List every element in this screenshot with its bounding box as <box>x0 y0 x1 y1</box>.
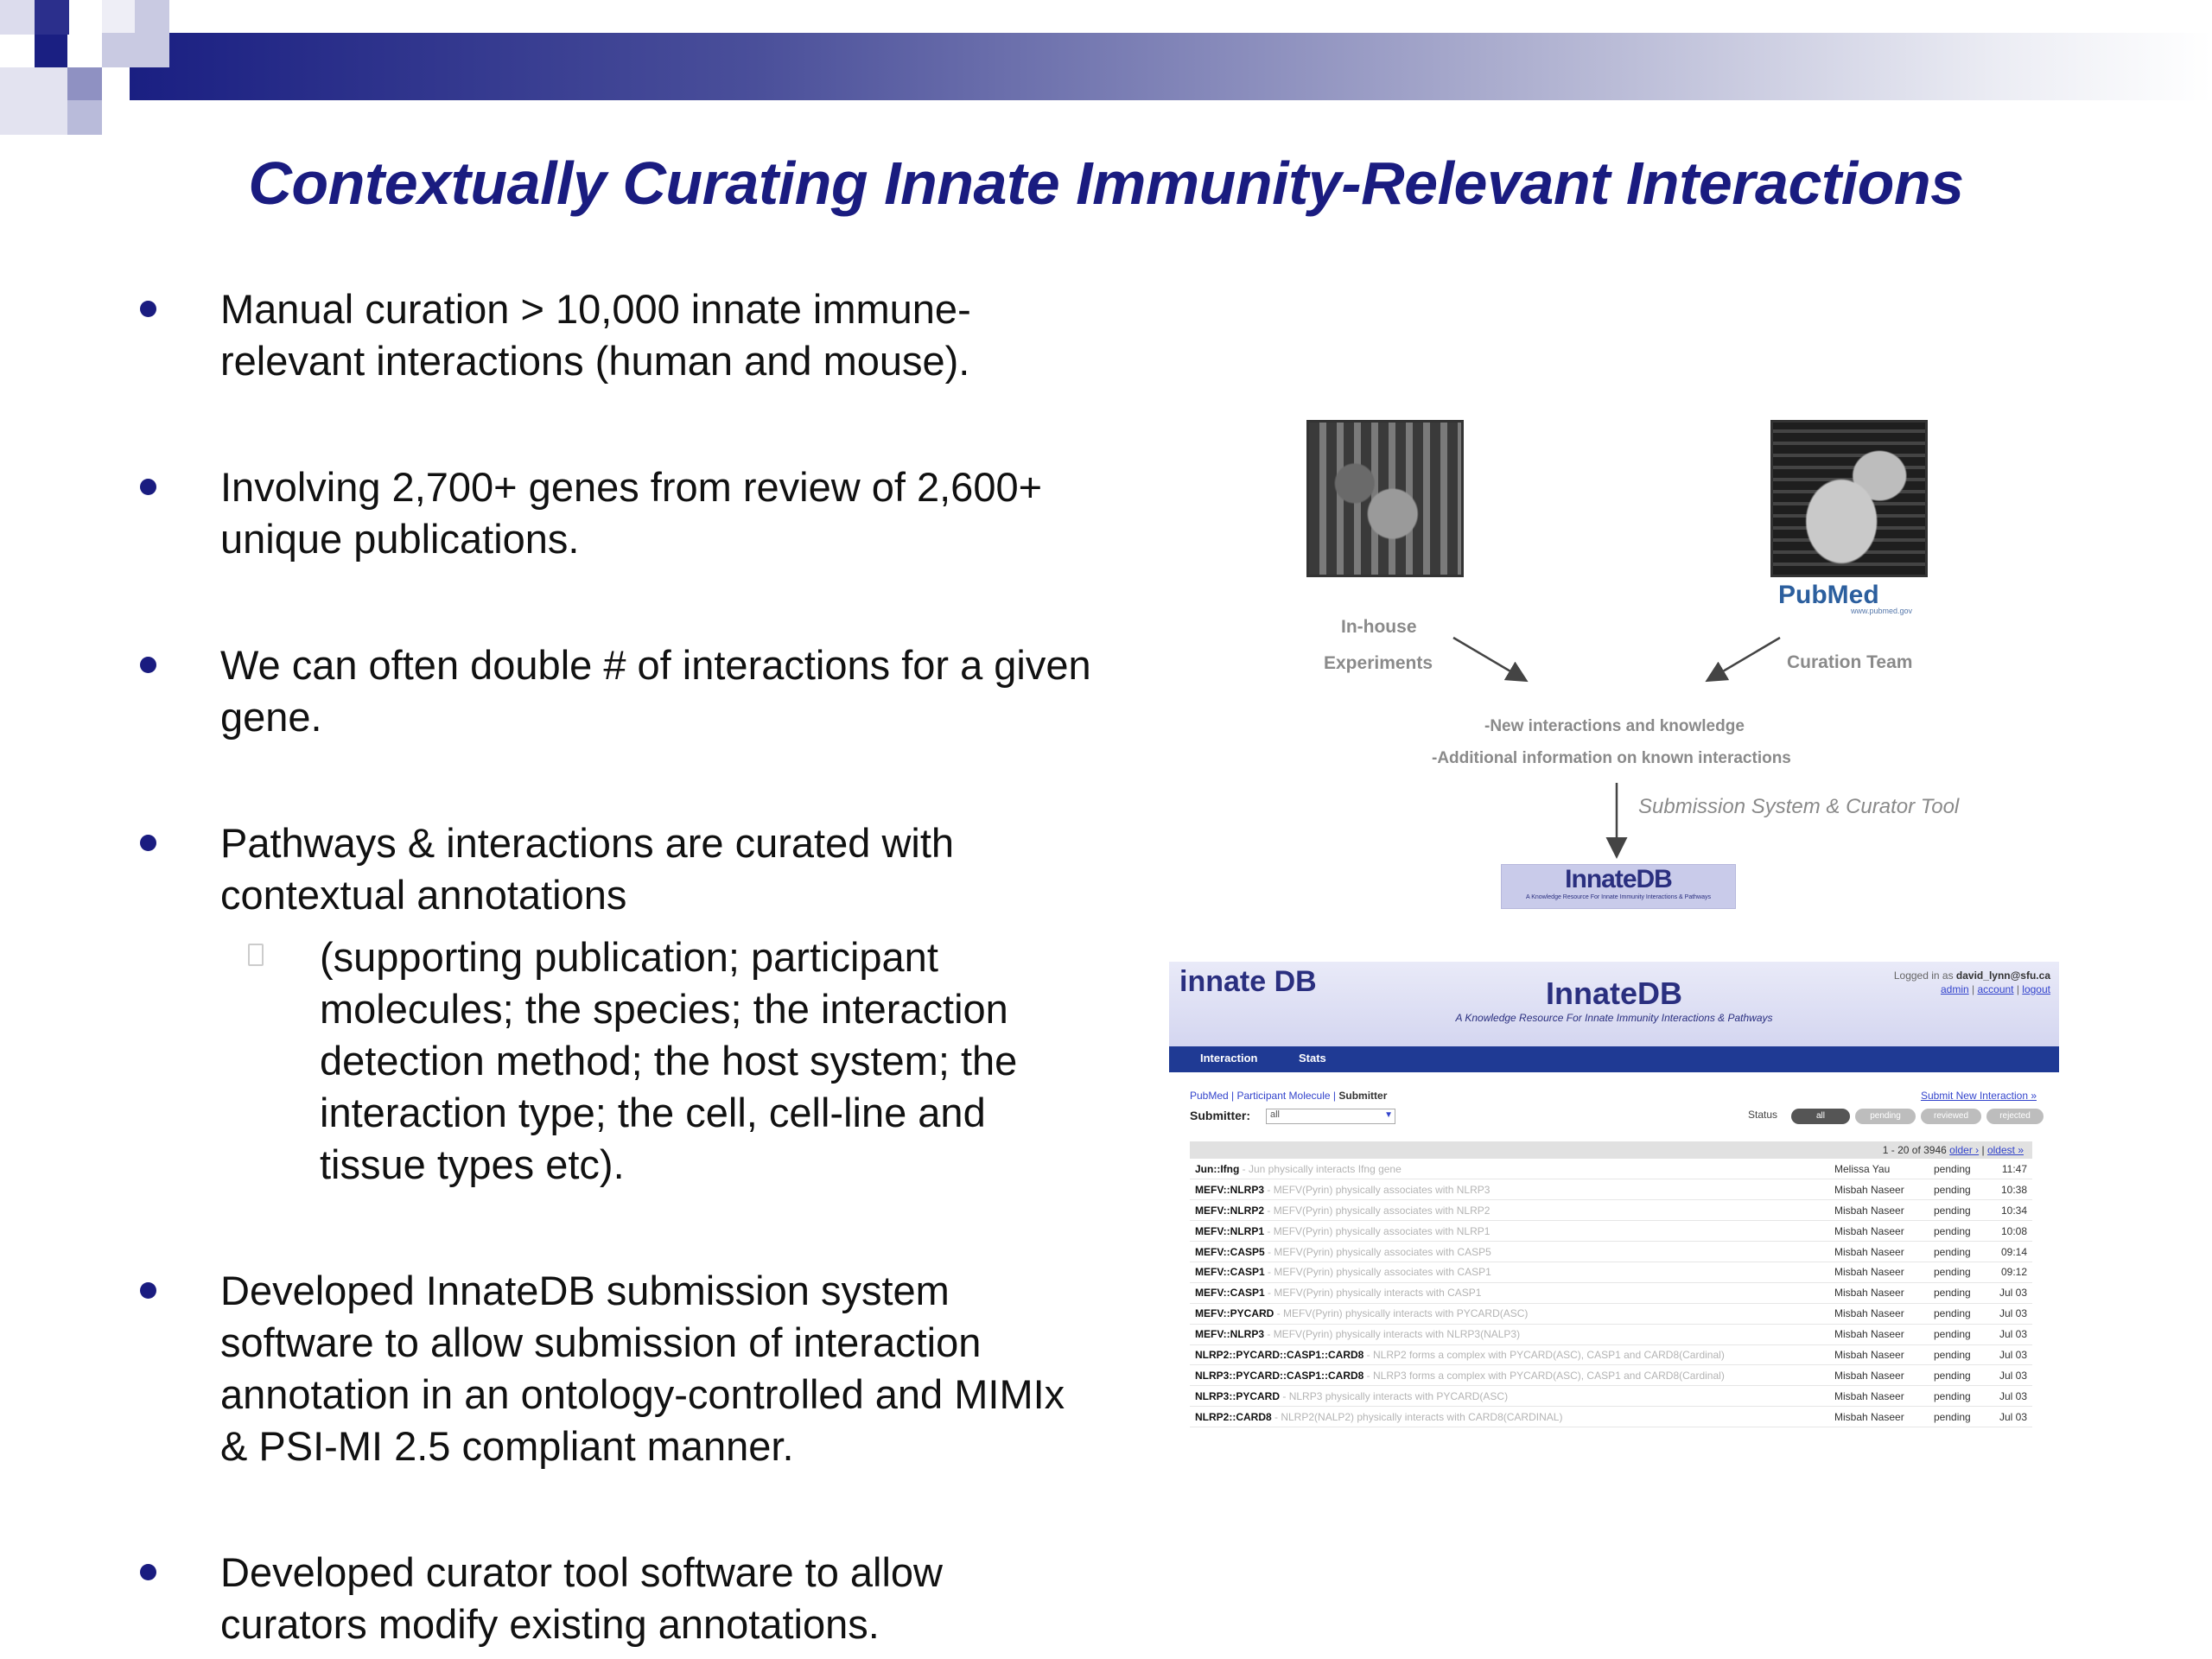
status-pill-rejected[interactable]: rejected <box>1986 1109 2044 1124</box>
status-cell: pending <box>1929 1303 1980 1324</box>
time-cell: 11:47 <box>1980 1159 2032 1179</box>
time-cell: Jul 03 <box>1980 1303 2032 1324</box>
interaction-cell[interactable]: NLRP3::PYCARD::CASP1::CARD8 - NLRP3 forms a complex with PYCARD(ASC), CASP1 and CARD8(Cardinal) <box>1190 1365 1829 1386</box>
interaction-key[interactable]: MEFV::CASP1 <box>1195 1287 1265 1300</box>
curation-team-label: Curation Team <box>1787 652 1913 672</box>
submitter-cell: Misbah Naseer <box>1829 1365 1929 1386</box>
sub-bullet: (supporting publication; participant molecules; the species; the interaction detection method; the host system; the interaction type; the cell, cell-line and tissue types etc). <box>220 931 1097 1191</box>
title-banner <box>130 33 2212 100</box>
interaction-key[interactable]: NLRP3::PYCARD::CASP1::CARD8 <box>1195 1369 1364 1382</box>
innatedb-logo: InnateDB <box>1565 865 1672 893</box>
interaction-key[interactable]: MEFV::PYCARD <box>1195 1307 1274 1320</box>
submission-table <box>1190 1159 2032 1427</box>
view-submitter-link[interactable]: Submitter <box>1338 1090 1388 1102</box>
submitter-cell: Melissa Yau <box>1829 1159 1929 1179</box>
experiments-label: Experiments <box>1324 653 1433 673</box>
account-link[interactable]: account <box>1977 983 2014 995</box>
table-row[interactable] <box>1190 1386 2032 1407</box>
keyboard-photo <box>1770 420 1928 577</box>
submitter-cell: Misbah Naseer <box>1829 1200 1929 1221</box>
interaction-cell[interactable]: NLRP2::PYCARD::CASP1::CARD8 - NLRP2 forms a complex with PYCARD(ASC), CASP1 and CARD8(Cardinal) <box>1190 1344 1829 1365</box>
table-row[interactable] <box>1190 1303 2032 1324</box>
interaction-cell[interactable]: Jun::Ifng - Jun physically interacts Ifng gene <box>1190 1159 1829 1179</box>
bullet-list <box>138 283 1097 1650</box>
time-cell: Jul 03 <box>1980 1386 2032 1407</box>
interaction-key[interactable]: Jun::Ifng <box>1195 1162 1240 1175</box>
site-logo: innate DB <box>1179 965 1317 998</box>
submitter-cell: Misbah Naseer <box>1829 1242 1929 1262</box>
submitter-cell: Misbah Naseer <box>1829 1344 1929 1365</box>
status-cell: pending <box>1929 1159 1980 1179</box>
bullet-item: Developed InnateDB submission system software to allow submission of interaction annotation in an ontology-controlled and MIMIx & PSI-MI 2.5 compliant manner. <box>138 1265 1097 1472</box>
lab-photo <box>1306 420 1464 577</box>
innatedb-logo-box <box>1501 864 1736 909</box>
slide-title: Contextually Curating Innate Immunity-Relevant Interactions <box>248 149 1964 217</box>
bullet-item: We can often double # of interactions for a given gene. <box>138 639 1097 743</box>
admin-link[interactable]: admin <box>1940 983 1969 995</box>
decor-square <box>67 67 102 100</box>
decor-square <box>35 0 69 35</box>
status-pill-reviewed[interactable]: reviewed <box>1921 1109 1981 1124</box>
interaction-key[interactable]: MEFV::NLRP3 <box>1195 1183 1265 1196</box>
status-cell: pending <box>1929 1386 1980 1407</box>
status-label: Status <box>1748 1109 1778 1121</box>
logout-link[interactable]: logout <box>2022 983 2050 995</box>
submitter-cell: Misbah Naseer <box>1829 1221 1929 1242</box>
table-row[interactable] <box>1190 1221 2032 1242</box>
status-cell: pending <box>1929 1407 1980 1427</box>
submitter-select[interactable]: all ▼ <box>1266 1109 1395 1124</box>
submitter-cell: Misbah Naseer <box>1829 1386 1929 1407</box>
interaction-description: Jun physically interacts Ifng gene <box>1249 1162 1402 1175</box>
submitter-cell: Misbah Naseer <box>1829 1407 1929 1427</box>
interaction-description: MEFV(Pyrin) physically interacts with PYCARD(ASC) <box>1283 1307 1529 1320</box>
time-cell: Jul 03 <box>1980 1324 2032 1344</box>
table-row[interactable] <box>1190 1159 2032 1179</box>
interaction-description: MEFV(Pyrin) physically associates with NLRP1 <box>1273 1224 1491 1237</box>
status-cell: pending <box>1929 1179 1980 1200</box>
interaction-description: MEFV(Pyrin) physically associates with CASP1 <box>1274 1266 1491 1279</box>
inhouse-label: In-house <box>1341 617 1417 637</box>
view-pubmed-link[interactable]: PubMed <box>1190 1090 1229 1102</box>
login-info: Logged in as david_lynn@sfu.ca admin | account | logout <box>1893 969 2050 995</box>
interaction-key[interactable]: NLRP2::CARD8 <box>1195 1410 1272 1423</box>
interaction-description: MEFV(Pyrin) physically interacts with CASP1 <box>1274 1287 1482 1300</box>
interaction-cell[interactable]: MEFV::NLRP3 - MEFV(Pyrin) physically interacts with NLRP3(NALP3) <box>1190 1324 1829 1344</box>
interaction-cell[interactable]: MEFV::NLRP3 - MEFV(Pyrin) physically associates with NLRP3 <box>1190 1179 1829 1200</box>
table-row[interactable] <box>1190 1365 2032 1386</box>
older-link[interactable]: older › <box>1949 1144 1980 1156</box>
site-nav <box>1169 1046 2059 1072</box>
arrow-left <box>1453 638 1521 677</box>
interaction-cell[interactable]: MEFV::CASP1 - MEFV(Pyrin) physically interacts with CASP1 <box>1190 1282 1829 1303</box>
status-cell: pending <box>1929 1365 1980 1386</box>
status-cell: pending <box>1929 1282 1980 1303</box>
submitter-cell: Misbah Naseer <box>1829 1179 1929 1200</box>
new-interactions-text: -New interactions and knowledge <box>1484 717 1745 735</box>
bullet-item: Developed curator tool software to allow curators modify existing annotations. <box>138 1547 1097 1650</box>
site-subtitle: A Knowledge Resource For Innate Immunity Interactions & Pathways <box>1455 1012 1773 1024</box>
interaction-cell[interactable]: MEFV::PYCARD - MEFV(Pyrin) physically interacts with PYCARD(ASC) <box>1190 1303 1829 1324</box>
oldest-link[interactable]: oldest » <box>1986 1144 2024 1156</box>
interaction-key[interactable]: MEFV::NLRP1 <box>1195 1224 1265 1237</box>
interaction-description: NLRP3 forms a complex with PYCARD(ASC), CASP1 and CARD8(Cardinal) <box>1373 1369 1725 1382</box>
status-cell: pending <box>1929 1221 1980 1242</box>
status-cell: pending <box>1929 1344 1980 1365</box>
interaction-key[interactable]: NLRP2::PYCARD::CASP1::CARD8 <box>1195 1348 1364 1361</box>
interaction-cell[interactable]: MEFV::CASP5 - MEFV(Pyrin) physically associates with CASP5 <box>1190 1242 1829 1262</box>
status-cell: pending <box>1929 1242 1980 1262</box>
table-row[interactable] <box>1190 1179 2032 1200</box>
pubmed-logo: PubMed <box>1778 581 1879 609</box>
pubmed-url: www.pubmed.gov <box>1851 607 1913 615</box>
time-cell: Jul 03 <box>1980 1282 2032 1303</box>
status-cell: pending <box>1929 1262 1980 1282</box>
bullet-item: Involving 2,700+ genes from review of 2,600+ unique publications. <box>138 461 1097 565</box>
interaction-description: MEFV(Pyrin) physically interacts with NLRP3(NALP3) <box>1273 1328 1521 1341</box>
submitter-cell: Misbah Naseer <box>1829 1324 1929 1344</box>
view-links: PubMed | Participant Molecule | Submitter <box>1190 1090 1388 1102</box>
time-cell: 10:34 <box>1980 1200 2032 1221</box>
time-cell: Jul 03 <box>1980 1407 2032 1427</box>
time-cell: Jul 03 <box>1980 1365 2032 1386</box>
table-row[interactable] <box>1190 1200 2032 1221</box>
interaction-cell[interactable]: NLRP2::CARD8 - NLRP2(NALP2) physically interacts with CARD8(CARDINAL) <box>1190 1407 1829 1427</box>
interaction-description: MEFV(Pyrin) physically associates with NLRP2 <box>1273 1204 1491 1217</box>
time-cell: Jul 03 <box>1980 1344 2032 1365</box>
bullet-item: Manual curation > 10,000 innate immune-relevant interactions (human and mouse). <box>138 283 1097 387</box>
additional-info-text: -Additional information on known interactions <box>1432 749 1791 767</box>
interaction-description: MEFV(Pyrin) physically associates with CASP5 <box>1274 1245 1491 1258</box>
interaction-key[interactable]: MEFV::NLRP3 <box>1195 1328 1265 1341</box>
workflow-arrows <box>1434 622 1823 873</box>
table-row[interactable] <box>1190 1407 2032 1427</box>
interaction-cell[interactable]: MEFV::NLRP1 - MEFV(Pyrin) physically associates with NLRP1 <box>1190 1221 1829 1242</box>
decor-square <box>102 0 135 33</box>
table-row[interactable] <box>1190 1262 2032 1282</box>
decor-square <box>67 100 102 135</box>
decor-square <box>35 35 67 67</box>
status-pill-all[interactable]: all <box>1791 1109 1850 1124</box>
bullet-item: Pathways & interactions are curated with contextual annotations (supporting publication; participant molecules; the species; the interaction detection method; the host system; the interaction type; the cell, cell-line and tissue types etc). <box>138 817 1097 1191</box>
time-cell: 09:12 <box>1980 1262 2032 1282</box>
submitter-cell: Misbah Naseer <box>1829 1282 1929 1303</box>
interaction-description: NLRP2(NALP2) physically interacts with CARD8(CARDINAL) <box>1281 1410 1563 1423</box>
interaction-key[interactable]: NLRP3::PYCARD <box>1195 1389 1281 1402</box>
site-header <box>1169 962 2059 1046</box>
submitter-label: Submitter: <box>1190 1109 1250 1122</box>
submitter-cell: Misbah Naseer <box>1829 1262 1929 1282</box>
status-cell: pending <box>1929 1200 1980 1221</box>
nav-stats[interactable]: Stats <box>1299 1052 1326 1065</box>
table-row[interactable] <box>1190 1324 2032 1344</box>
interaction-key[interactable]: MEFV::CASP1 <box>1195 1266 1265 1279</box>
interaction-key[interactable]: MEFV::NLRP2 <box>1195 1204 1265 1217</box>
view-participant-link[interactable]: Participant Molecule <box>1236 1090 1331 1102</box>
time-cell: 09:14 <box>1980 1242 2032 1262</box>
result-count: 1 - 20 of 3946 older › | oldest » <box>1190 1141 2032 1159</box>
interaction-description: MEFV(Pyrin) physically associates with NLRP3 <box>1273 1183 1491 1196</box>
interaction-cell[interactable]: MEFV::CASP1 - MEFV(Pyrin) physically associates with CASP1 <box>1190 1262 1829 1282</box>
interaction-cell[interactable]: MEFV::NLRP2 - MEFV(Pyrin) physically associates with NLRP2 <box>1190 1200 1829 1221</box>
table-row[interactable] <box>1190 1344 2032 1365</box>
sub-bullet-icon <box>248 944 264 966</box>
interaction-description: NLRP2 forms a complex with PYCARD(ASC), CASP1 and CARD8(Cardinal) <box>1373 1348 1725 1361</box>
interaction-key[interactable]: MEFV::CASP5 <box>1195 1245 1265 1258</box>
decor-square <box>0 67 67 135</box>
nav-interaction[interactable]: Interaction <box>1200 1052 1258 1065</box>
decor-square <box>0 0 35 35</box>
arrow-right <box>1713 638 1780 677</box>
interaction-cell[interactable]: NLRP3::PYCARD - NLRP3 physically interacts with PYCARD(ASC) <box>1190 1386 1829 1407</box>
user-email: david_lynn@sfu.ca <box>1955 969 2050 982</box>
submission-system-label: Submission System & Curator Tool <box>1638 795 1960 818</box>
time-cell: 10:08 <box>1980 1221 2032 1242</box>
submit-new-interaction-link[interactable]: Submit New Interaction » <box>1920 1090 2037 1102</box>
time-cell: 10:38 <box>1980 1179 2032 1200</box>
innatedb-screenshot <box>1169 962 2059 1431</box>
table-row[interactable] <box>1190 1282 2032 1303</box>
status-cell: pending <box>1929 1324 1980 1344</box>
table-row[interactable] <box>1190 1242 2032 1262</box>
interaction-description: NLRP3 physically interacts with PYCARD(ASC) <box>1288 1389 1509 1402</box>
submitter-cell: Misbah Naseer <box>1829 1303 1929 1324</box>
site-title: InnateDB <box>1545 976 1682 1011</box>
status-pill-pending[interactable]: pending <box>1855 1109 1916 1124</box>
innatedb-tagline: A Knowledge Resource For Innate Immunity Interactions & Pathways <box>1526 894 1711 900</box>
